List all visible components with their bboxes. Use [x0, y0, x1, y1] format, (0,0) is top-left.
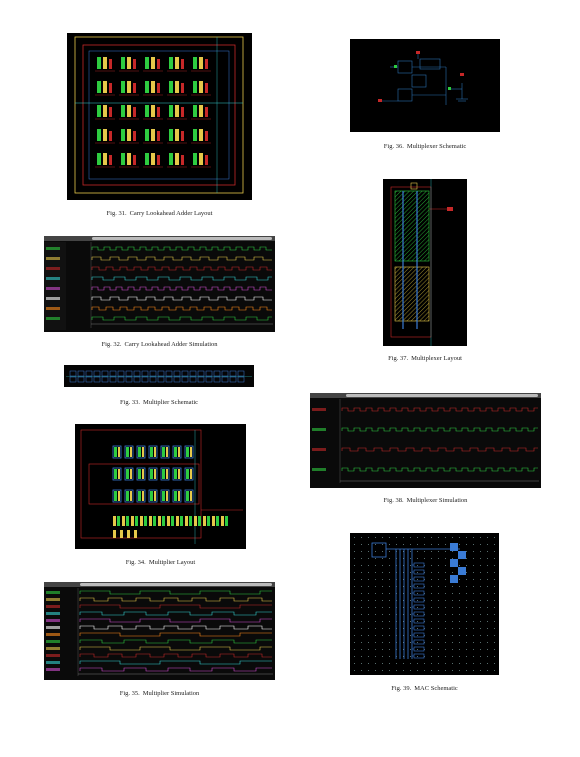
multiplexer-layout-drawing — [383, 179, 467, 346]
fig31-image — [67, 33, 252, 200]
fig34-caption: Fig. 34. Multiplier Layout — [125, 559, 196, 566]
fig35-image — [44, 582, 275, 680]
multiplier-schematic-drawing — [64, 365, 254, 387]
fig31-caption: Fig. 31. Carry Lookahead Adder Layout — [106, 210, 213, 217]
fig35-caption: Fig. 35. Multiplier Simulation — [119, 690, 200, 697]
mac-schematic-drawing — [350, 533, 499, 675]
cla-simulation-waveforms — [44, 236, 275, 332]
fig37-caption: Fig. 37. Multiplexer Layout — [388, 355, 462, 362]
fig38-caption: Fig. 38. Multiplexer Simulation — [383, 497, 468, 504]
fig33-image — [64, 365, 254, 387]
multiplier-simulation-waveforms — [44, 582, 275, 680]
fig36-image — [350, 39, 500, 132]
fig37-image — [383, 179, 467, 346]
fig32-image — [44, 236, 275, 332]
multiplier-layout-drawing — [75, 424, 246, 549]
multiplexer-schematic-drawing — [350, 39, 500, 132]
fig32-caption: Fig. 32. Carry Lookahead Adder Simulation — [101, 341, 218, 348]
fig39-image — [350, 533, 499, 675]
fig33-caption: Fig. 33. Multiplier Schematic — [119, 399, 199, 406]
fig38-image — [310, 393, 541, 488]
fig34-image — [75, 424, 246, 549]
multiplexer-simulation-waveforms — [310, 393, 541, 488]
fig36-caption: Fig. 36. Multiplexer Schematic — [383, 143, 467, 150]
fig39-caption: Fig. 39. MAC Schematic — [391, 685, 458, 692]
carry-lookahead-layout-drawing — [67, 33, 252, 200]
